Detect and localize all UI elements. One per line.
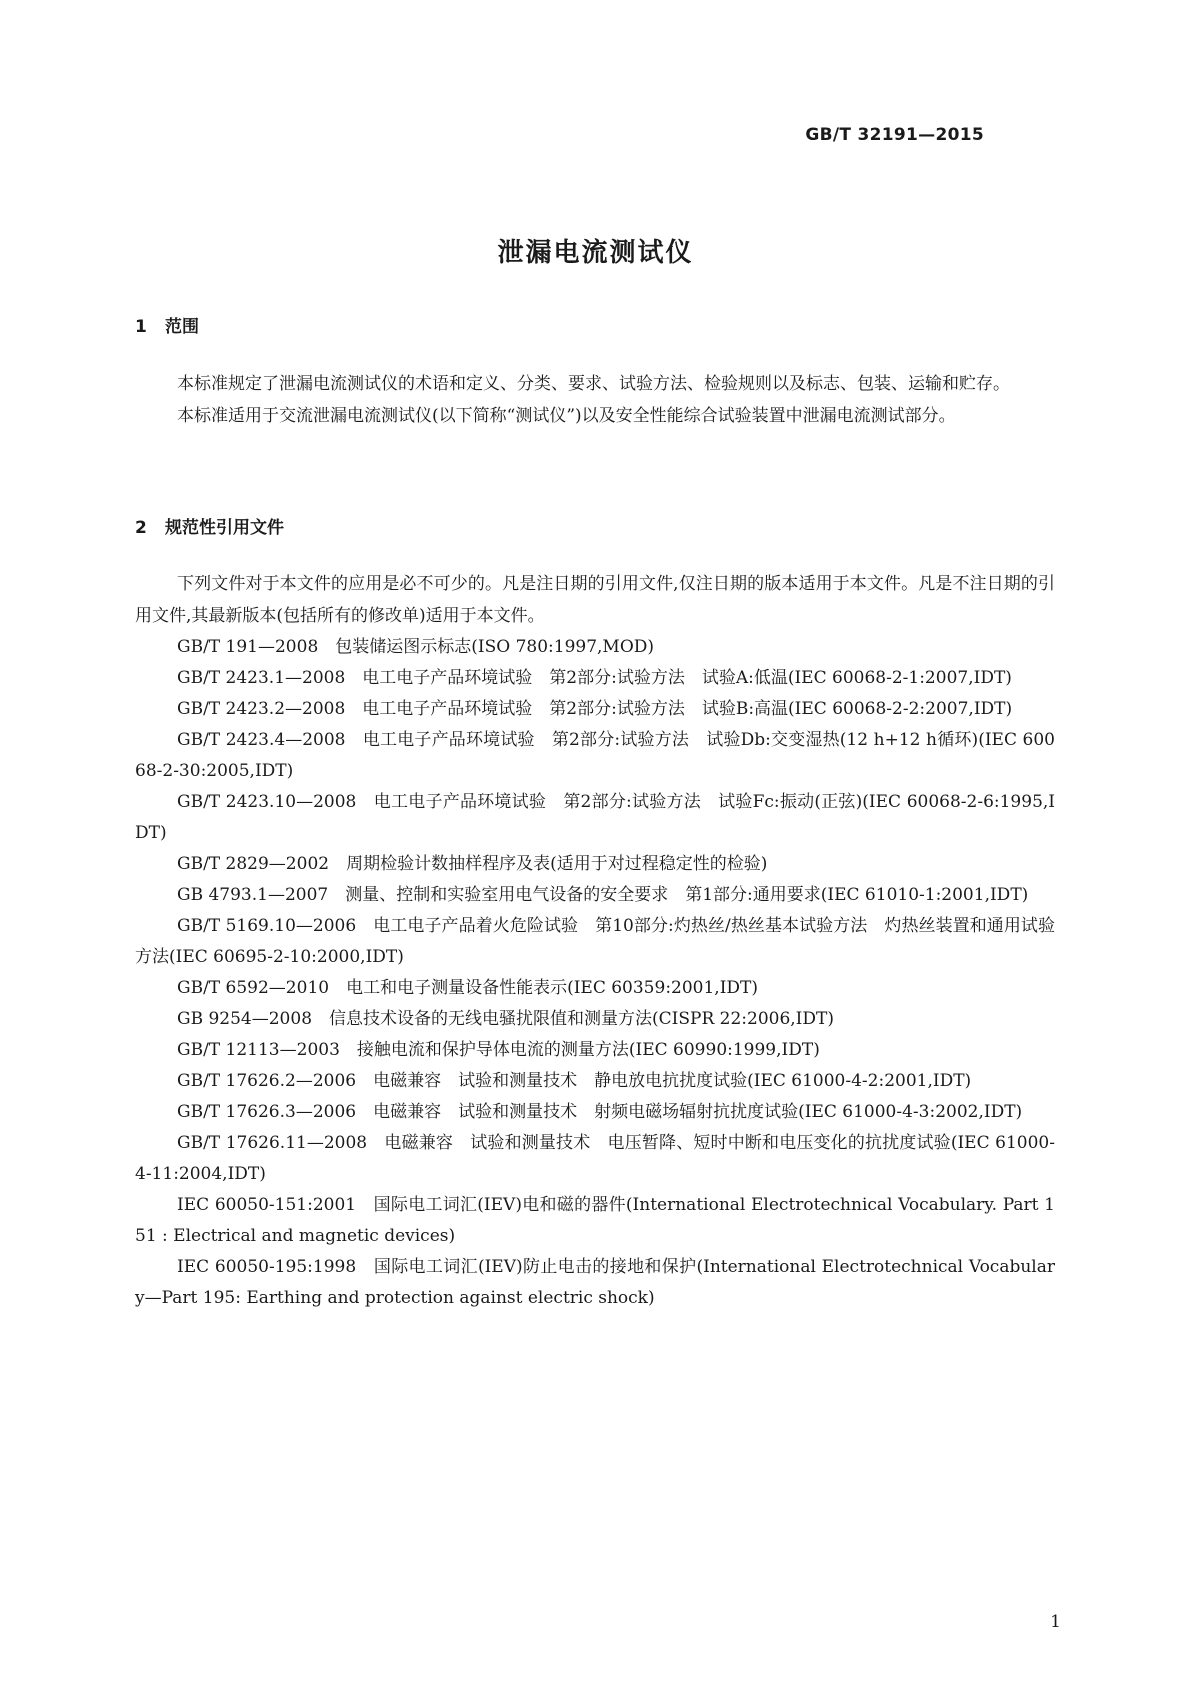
section-title: 规范性引用文件	[165, 518, 284, 538]
reference-item: GB/T 2423.4—2008 电工电子产品环境试验 第2部分:试验方法 试验Db:交变湿热(12 h+12 h循环)(IEC 60068-2-30:2005,IDT)	[135, 730, 1055, 781]
section-title: 范围	[165, 317, 199, 337]
scope-body	[135, 368, 1055, 432]
reference-item: GB/T 2829—2002 周期检验计数抽样程序及表(适用于对过程稳定性的检验)	[177, 854, 768, 874]
reference-item: GB/T 17626.2—2006 电磁兼容 试验和测量技术 静电放电抗扰度试验(IEC 61000-4-2:2001,IDT)	[177, 1071, 972, 1091]
reference-item: GB/T 12113—2003 接触电流和保护导体电流的测量方法(IEC 60990:1999,IDT)	[177, 1040, 820, 1060]
reference-item: GB/T 2423.10—2008 电工电子产品环境试验 第2部分:试验方法 试验Fc:振动(正弦)(IEC 60068-2-6:1995,IDT)	[135, 792, 1055, 843]
paragraph: 本标准适用于交流泄漏电流测试仪(以下简称“测试仪”)以及安全性能综合试验装置中泄漏电流测试部分。	[177, 406, 956, 426]
reference-item: GB/T 17626.11—2008 电磁兼容 试验和测量技术 电压暂降、短时中断和电压变化的抗扰度试验(IEC 61000-4-11:2004,IDT)	[135, 1133, 1055, 1184]
reference-item: GB/T 2423.1—2008 电工电子产品环境试验 第2部分:试验方法 试验A:低温(IEC 60068-2-1:2007,IDT)	[177, 668, 1012, 688]
reference-list	[135, 632, 1055, 1314]
section-number: 2	[135, 518, 147, 538]
section-number: 1	[135, 317, 147, 337]
reference-item: GB/T 2423.2—2008 电工电子产品环境试验 第2部分:试验方法 试验B:高温(IEC 60068-2-2:2007,IDT)	[177, 699, 1013, 719]
document-title: 泄漏电流测试仪	[497, 238, 694, 268]
reference-item: GB/T 6592—2010 电工和电子测量设备性能表示(IEC 60359:2001,IDT)	[177, 978, 759, 998]
references-body	[135, 568, 1055, 1314]
reference-item: IEC 60050-151:2001 国际电工词汇(IEV)电和磁的器件(International Electrotechnical Vocabulary. Part 151 : Electrical and magnetic devices)	[135, 1195, 1055, 1246]
reference-item: IEC 60050-195:1998 国际电工词汇(IEV)防止电击的接地和保护(International Electrotechnical Vocabulary—Part 195: Earthing and protection against electric shock)	[135, 1257, 1055, 1308]
standard-code: GB/T 32191—2015	[805, 125, 984, 145]
references-intro: 下列文件对于本文件的应用是必不可少的。凡是注日期的引用文件,仅注日期的版本适用于本文件。凡是不注日期的引用文件,其最新版本(包括所有的修改单)适用于本文件。	[135, 574, 1055, 626]
section-heading-normative-references	[135, 513, 284, 538]
paragraph: 本标准规定了泄漏电流测试仪的术语和定义、分类、要求、试验方法、检验规则以及标志、包装、运输和贮存。	[177, 374, 1010, 394]
reference-item: GB 9254—2008 信息技术设备的无线电骚扰限值和测量方法(CISPR 22:2006,IDT)	[177, 1009, 834, 1029]
reference-item: GB/T 17626.3—2006 电磁兼容 试验和测量技术 射频电磁场辐射抗扰度试验(IEC 61000-4-3:2002,IDT)	[177, 1102, 1023, 1122]
reference-item: GB 4793.1—2007 测量、控制和实验室用电气设备的安全要求 第1部分:通用要求(IEC 61010-1:2001,IDT)	[177, 885, 1029, 905]
section-heading-scope	[135, 312, 199, 337]
reference-item: GB/T 5169.10—2006 电工电子产品着火危险试验 第10部分:灼热丝/热丝基本试验方法 灼热丝装置和通用试验方法(IEC 60695-2-10:2000,IDT)	[135, 916, 1055, 967]
page-number: 1	[1050, 1612, 1061, 1632]
reference-item: GB/T 191—2008 包装储运图示标志(ISO 780:1997,MOD)	[177, 637, 655, 657]
